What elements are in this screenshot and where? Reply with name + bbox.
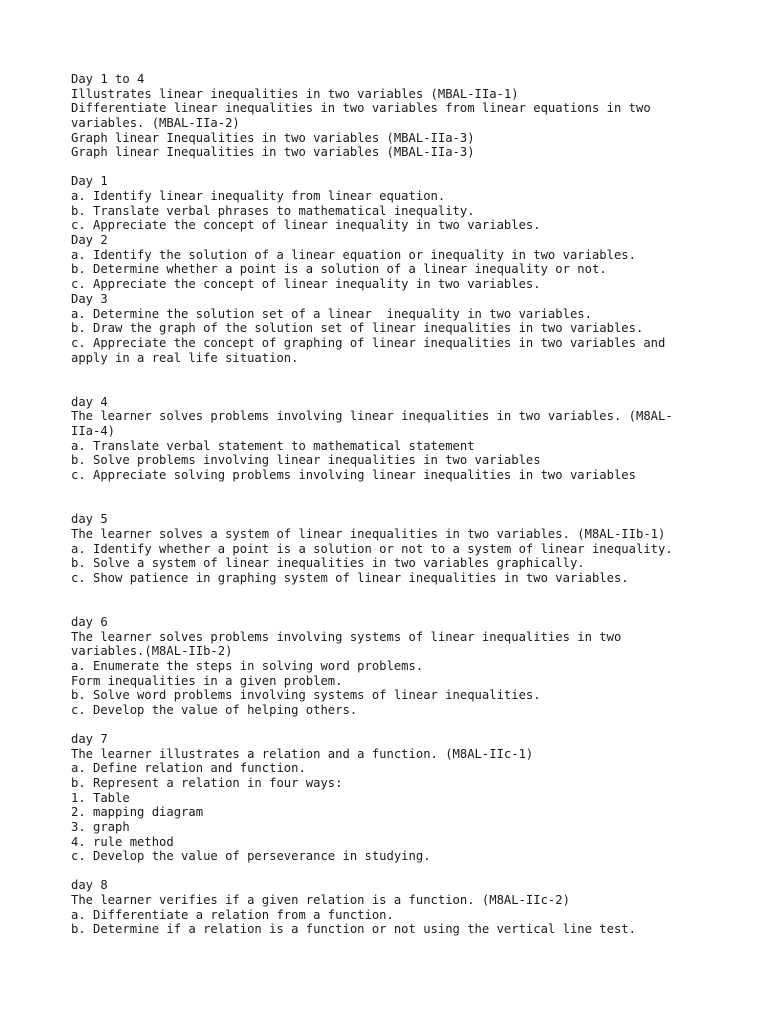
text-line: b. Solve word problems involving systems of linear inequalities. [71, 688, 541, 703]
text-line: IIa-4) [71, 424, 116, 439]
text-line: c. Appreciate the concept of linear inequality in two variables. [71, 218, 541, 233]
text-line: The learner solves a system of linear inequalities in two variables. (M8AL-IIb-1) [71, 526, 666, 541]
text-line: c. Appreciate solving problems involving linear inequalities in two variables [71, 468, 636, 483]
text-line: day 6 [71, 614, 108, 629]
section-spacer [71, 864, 721, 878]
text-line: c. Develop the value of helping others. [71, 703, 358, 718]
text-line: b. Draw the graph of the solution set of linear inequalities in two variables. [71, 321, 644, 336]
text-line: 2. mapping diagram [71, 805, 204, 820]
text-line: b. Solve a system of linear inequalities in two variables graphically. [71, 556, 585, 571]
text-line: The learner solves problems involving linear inequalities in two variables. (M8AL- [71, 409, 673, 424]
document-page [71, 72, 721, 937]
section-spacer [71, 365, 721, 394]
text-line: variables.(M8AL-IIb-2) [71, 644, 233, 659]
text-section [71, 878, 721, 937]
text-line: c. Appreciate the concept of graphing of linear inequalities in two variables and [71, 335, 666, 350]
text-line: a. Identify the solution of a linear equation or inequality in two variables. [71, 247, 636, 262]
text-line: The learner solves problems involving systems of linear inequalities in two [71, 629, 622, 644]
text-line: Day 2 [71, 233, 108, 248]
text-line: apply in a real life situation. [71, 350, 299, 365]
text-section [71, 72, 721, 160]
text-line: 1. Table [71, 790, 130, 805]
text-line: variables. (MBAL-IIa-2) [71, 116, 240, 131]
text-line: Day 1 [71, 174, 108, 189]
text-line: b. Determine whether a point is a solution of a linear inequality or not. [71, 262, 607, 277]
text-line: a. Determine the solution set of a linear inequality in two variables. [71, 306, 592, 321]
text-line: b. Represent a relation in four ways: [71, 776, 343, 791]
text-line: Illustrates linear inequalities in two variables (MBAL-IIa-1) [71, 86, 519, 101]
text-line: c. Develop the value of perseverance in studying. [71, 849, 431, 864]
text-line: a. Define relation and function. [71, 761, 306, 776]
text-line: Day 1 to 4 [71, 72, 145, 86]
text-section [71, 732, 721, 864]
text-line: c. Show patience in graphing system of linear inequalities in two variables. [71, 570, 629, 585]
section-spacer [71, 718, 721, 732]
text-line: day 5 [71, 512, 108, 527]
text-line: The learner verifies if a given relation is a function. (M8AL-IIc-2) [71, 893, 570, 908]
text-section [71, 615, 721, 718]
text-line: b. Solve problems involving linear inequalities in two variables [71, 453, 541, 468]
text-line: b. Translate verbal phrases to mathematical inequality. [71, 203, 475, 218]
text-line: day 7 [71, 731, 108, 746]
text-section [71, 395, 721, 483]
text-line: c. Appreciate the concept of linear inequality in two variables. [71, 277, 541, 292]
text-section [71, 512, 721, 585]
section-spacer [71, 586, 721, 615]
text-line: 4. rule method [71, 834, 174, 849]
text-line: a. Enumerate the steps in solving word problems. [71, 659, 424, 674]
text-line: b. Determine if a relation is a function or not using the vertical line test. [71, 922, 636, 937]
section-spacer [71, 483, 721, 512]
text-line: The learner illustrates a relation and a function. (M8AL-IIc-1) [71, 746, 534, 761]
text-section [71, 174, 721, 365]
text-line: Day 3 [71, 291, 108, 306]
text-line: day 8 [71, 878, 108, 893]
text-line: 3. graph [71, 820, 130, 835]
section-spacer [71, 160, 721, 174]
text-line: day 4 [71, 394, 108, 409]
text-line: Differentiate linear inequalities in two variables from linear equations in two [71, 101, 651, 116]
text-line: a. Differentiate a relation from a function. [71, 907, 394, 922]
text-line: a. Identify linear inequality from linear equation. [71, 189, 446, 203]
text-line: Graph linear Inequalities in two variables (MBAL-IIa-3) [71, 145, 475, 160]
text-line: Graph linear Inequalities in two variables (MBAL-IIa-3) [71, 130, 475, 145]
text-line: a. Identify whether a point is a solution or not to a system of linear inequality. [71, 541, 673, 556]
text-line: a. Translate verbal statement to mathematical statement [71, 438, 475, 453]
text-line: Form inequalities in a given problem. [71, 673, 343, 688]
